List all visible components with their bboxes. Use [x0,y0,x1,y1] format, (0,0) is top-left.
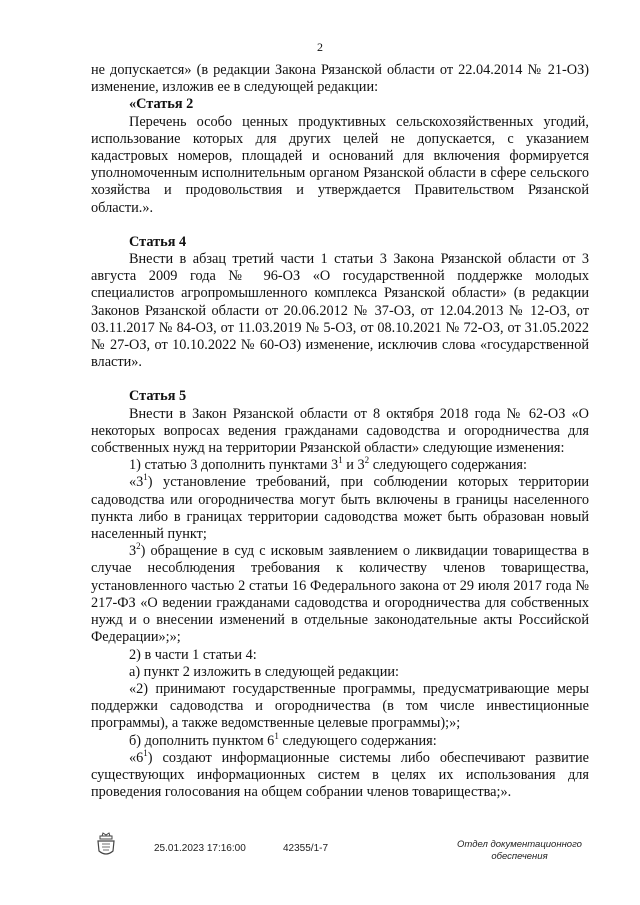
article5-item1: 1) статью 3 дополнить пунктами $3^1$ и $3^2$ следующего содержания: [129,455,527,474]
footer-datetime: 25.01.2023 17:16:00 [154,843,246,854]
article5-text: Внести в Закон Рязанской области от 8 октября 2018 года № 62-ОЗ «О некоторых вопросах ведения гражданами садоводства и огородничества для собственных нужд на территории Рязанской области» следующие изменения: [91,405,589,457]
footer-dept-line2: обеспечения [491,851,548,862]
intro-paragraph: не допускается» (в редакции Закона Рязанской области от 22.04.2014 № 21-ОЗ) изменение, изложив ее в следующей редакции: [91,62,589,96]
article5-item2a-text: «2) принимают государственные программы, предусматривающие меры поддержки садоводства и огородничества (в том числе инвестиционные программы), а также ведомственные целевые программы);»; [91,680,589,732]
coat-of-arms-icon [93,832,119,858]
article4-title: Статья 4 [129,233,187,250]
page-number: 2 [317,40,323,54]
article5-point-3-2: $3^2$) обращение в суд с исковым заявлением о ликвидации товарищества в случае несоблюдения требования к количеству членов товарищества, установленного частью 2 статьи 16 Федерального закона от 29 июля 2017 года № 217-ФЗ «О ведении гражданами садоводства и огородничества для собственных нужд и о внесении изменений в отдельные законодательные акты Российской Федерации»;»; [91,541,589,646]
article2-title: «Статья 2 [129,96,194,113]
article5-title: Статья 5 [129,388,187,405]
article5-item2b: б) дополнить пунктом $6^1$ следующего содержания: [129,730,437,749]
article5-item2: 2) в части 1 статьи 4: [129,646,257,663]
footer-doc-number: 42355/1-7 [283,843,329,854]
article2-text: Перечень особо ценных продуктивных сельскохозяйственных угодий, использование которых для других целей не допускается, с указанием кадастровых номеров, площадей и оснований для включения формируется уполномоченным исполнительным органом Рязанской области в сфере сельского хозяйства и продовольствия и утверждается Правительством Рязанской области.». [91,113,589,216]
article5-point-6-1: «$6^1$) создают информационные системы либо обеспечивают развитие существующих информационных систем в целях их использования для проведения голосования на общем собрании членов товарищества;». [91,747,589,801]
footer-department [447,839,592,863]
document-body [91,62,589,801]
footer-dept-line1: Отдел документационного [457,839,582,850]
article4-text: Внести в абзац третий части 1 статьи 3 Закона Рязанской области от 3 августа 2009 года № 96-ОЗ «О государственной поддержке молодых специалистов агропромышленного комплекса Рязанской области» (в редакции Законов Рязанской области от 20.06.2012 № 37-ОЗ, от 12.04.2013 № 12-ОЗ, от 03.11.2017 № 84-ОЗ, от 11.03.2019 № 5-ОЗ, от 08.10.2021 № 72-ОЗ, от 31.05.2022 № 27-ОЗ, от 10.10.2022 № 60-ОЗ) изменение, исключив слова «государственной власти». [91,251,589,371]
article5-item2a: а) пункт 2 изложить в следующей редакции: [129,663,399,680]
article5-point-3-1: «$3^1$) установление требований, при соблюдении которых территории садоводства или огородничества могут быть включены в границы населенного пункта либо в границах территории садоводства может быть образован новый населенный пункт; [91,472,589,543]
